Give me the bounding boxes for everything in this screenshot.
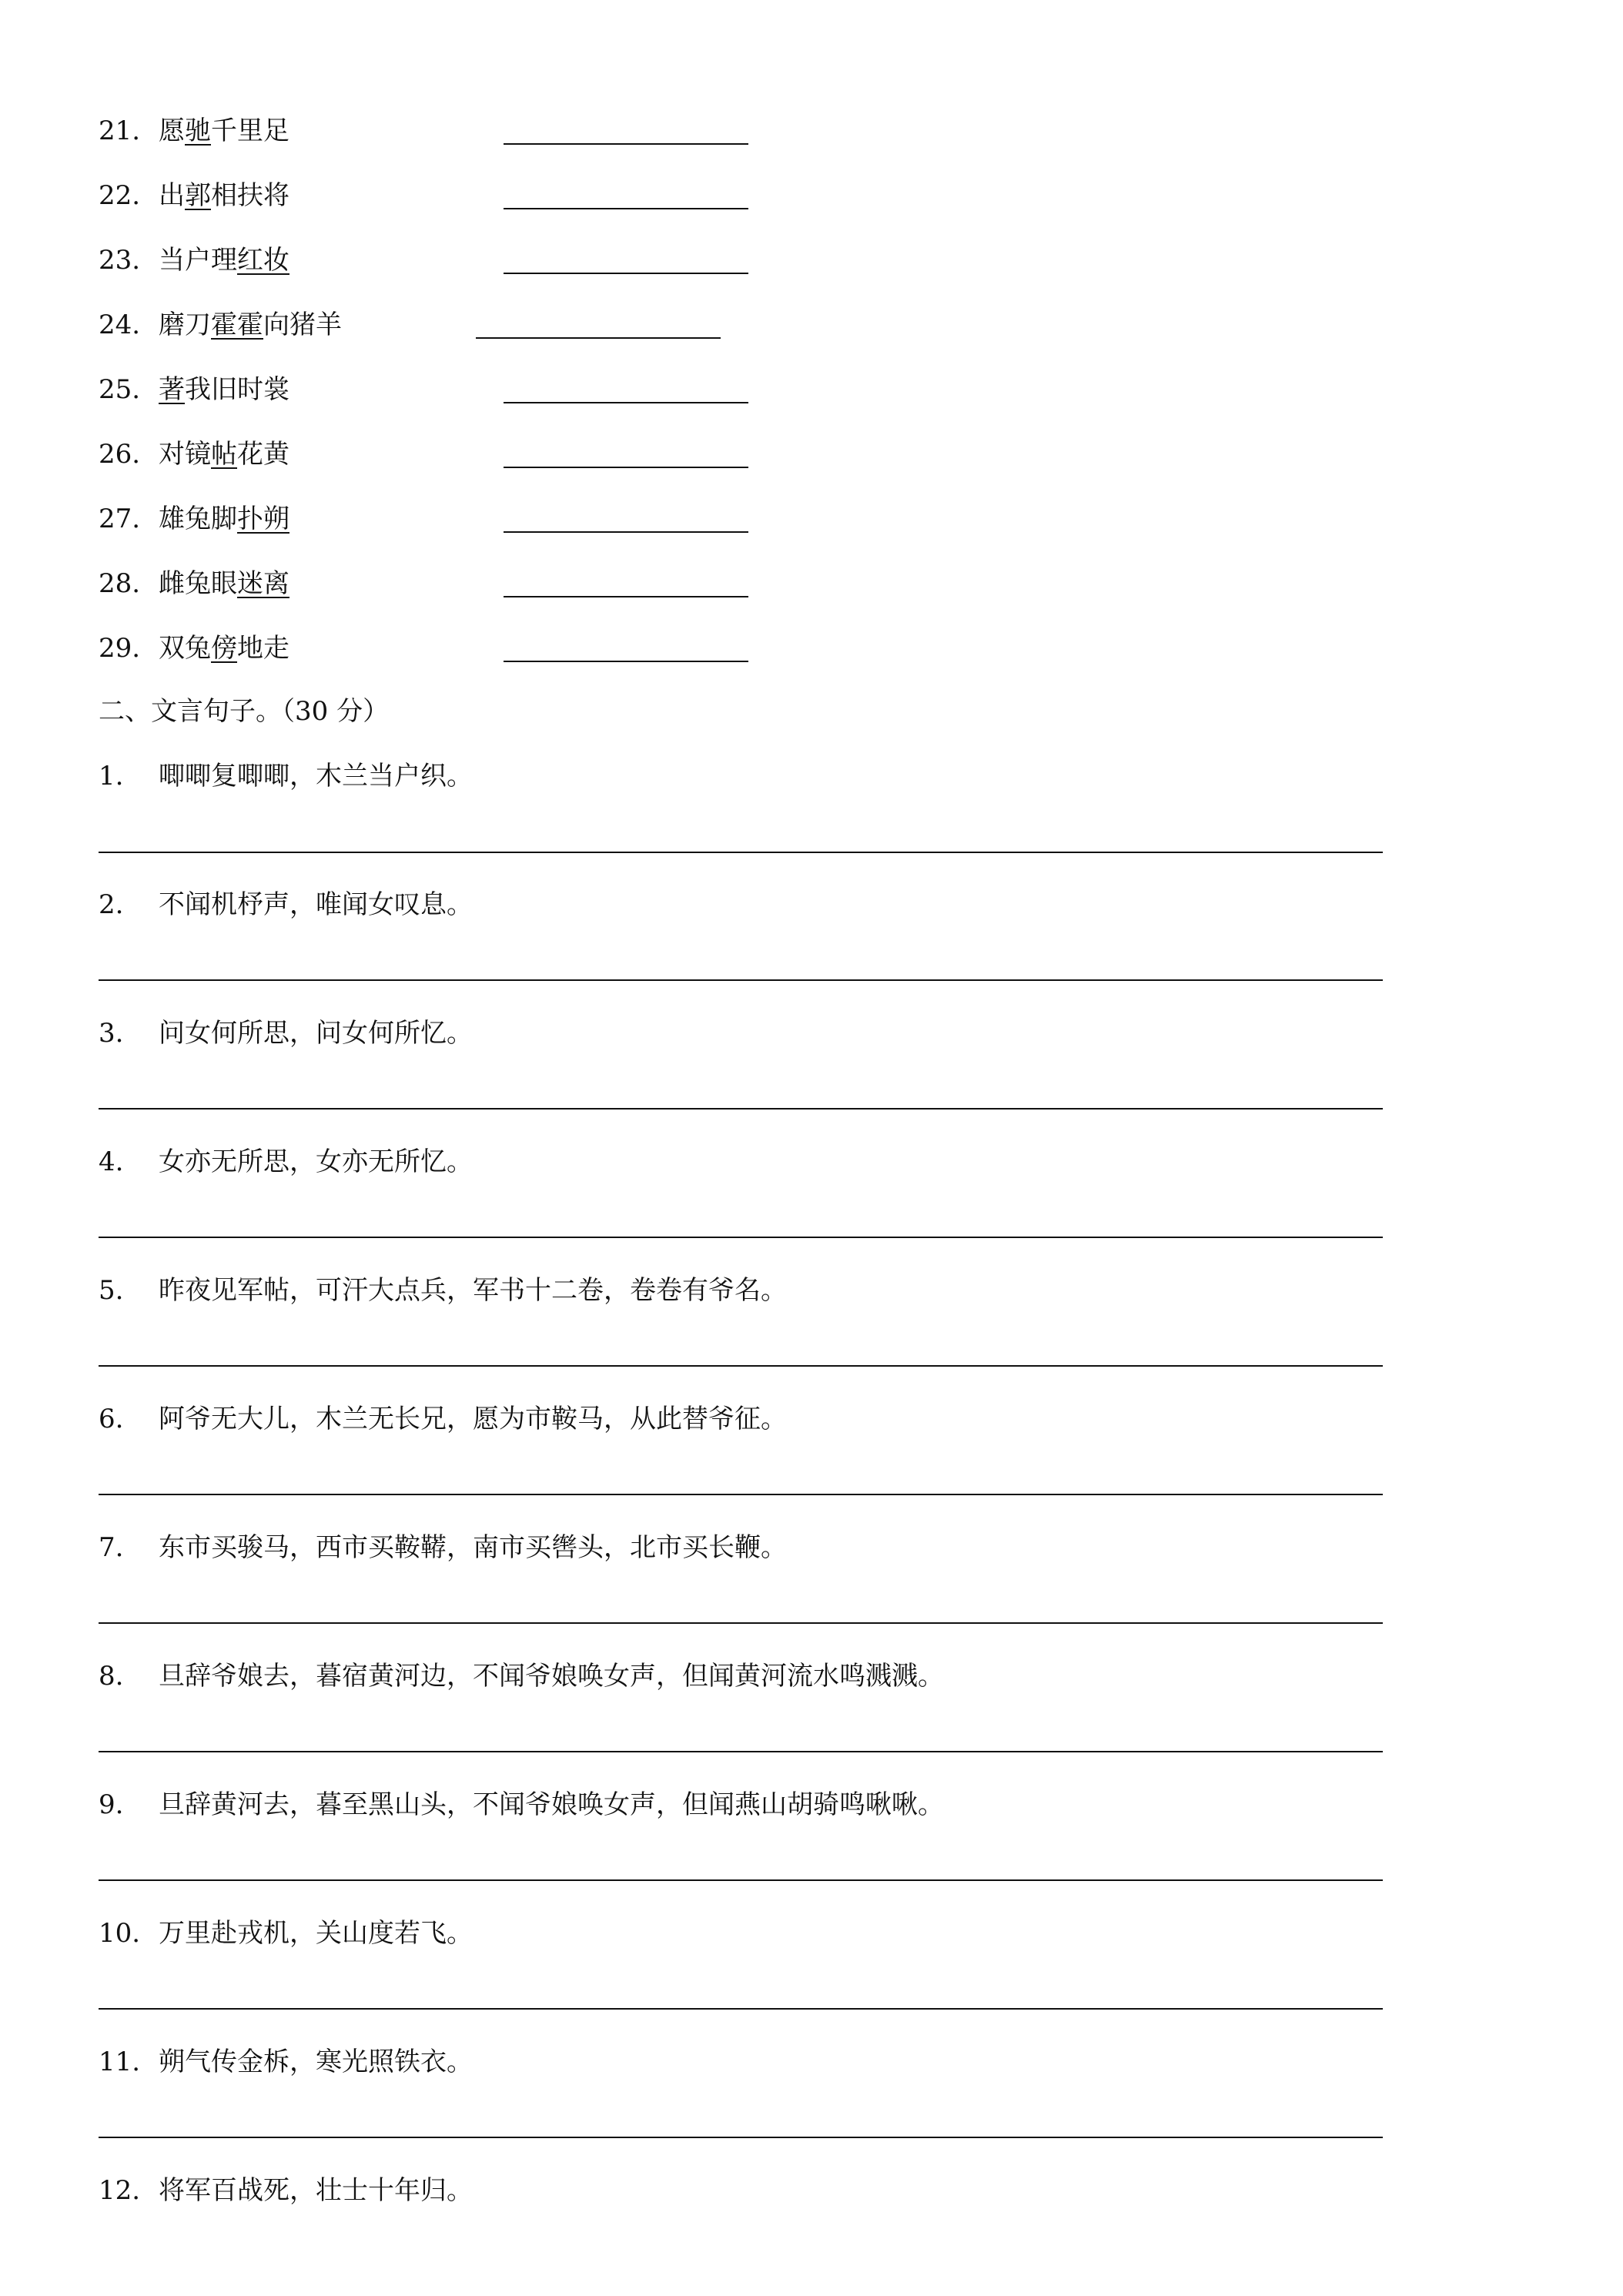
item-text-underlined: 驰 bbox=[185, 115, 211, 146]
item-text-underlined: 扑朔 bbox=[237, 504, 289, 534]
item-text-pre: 出 bbox=[159, 180, 185, 211]
answer-blank-24[interactable] bbox=[476, 337, 721, 339]
section-title: 二、文言句子。（30 分） bbox=[99, 696, 390, 727]
item-text-post: 千里足 bbox=[211, 115, 289, 146]
vocab-item-24 bbox=[99, 308, 342, 342]
item-text-underlined: 帖 bbox=[211, 439, 237, 470]
item-text-post: 地走 bbox=[237, 633, 289, 664]
sentence-text: 女亦无所思，女亦无所忆。 bbox=[159, 1146, 473, 1177]
sentence-7 bbox=[99, 1531, 787, 1565]
answer-line-9[interactable] bbox=[99, 1879, 1383, 1881]
item-text-pre: 当户理 bbox=[159, 245, 237, 276]
vocab-item-29 bbox=[99, 631, 289, 665]
sentence-9 bbox=[99, 1788, 944, 1822]
item-number: 22. bbox=[99, 180, 141, 211]
sentence-6 bbox=[99, 1402, 787, 1436]
sentence-text: 昨夜见军帖，可汗大点兵，军书十二卷，卷卷有爷名。 bbox=[159, 1275, 787, 1306]
answer-blank-25[interactable] bbox=[504, 402, 748, 403]
item-text-pre: 雄兔脚 bbox=[159, 504, 237, 534]
sentence-number: 11. bbox=[99, 2047, 141, 2077]
vocab-item-27 bbox=[99, 502, 289, 536]
sentence-number: 3. bbox=[99, 1018, 124, 1049]
vocab-item-22 bbox=[99, 179, 289, 213]
sentence-text: 万里赴戎机，关山度若飞。 bbox=[159, 1918, 473, 1949]
sentence-11 bbox=[99, 2045, 473, 2079]
vocab-item-28 bbox=[99, 567, 289, 601]
sentence-text: 阿爷无大儿，木兰无长兄，愿为市鞍马，从此替爷征。 bbox=[159, 1404, 787, 1434]
sentence-number: 9. bbox=[99, 1789, 124, 1820]
item-text-pre: 雌兔眼 bbox=[159, 568, 237, 599]
item-text-underlined: 著 bbox=[159, 374, 185, 405]
sentence-text: 旦辞爷娘去，暮宿黄河边，不闻爷娘唤女声，但闻黄河流水鸣溅溅。 bbox=[159, 1661, 944, 1692]
answer-blank-27[interactable] bbox=[504, 531, 748, 533]
sentence-5 bbox=[99, 1274, 787, 1307]
item-text-underlined: 迷离 bbox=[237, 568, 289, 599]
sentence-4 bbox=[99, 1145, 473, 1179]
answer-blank-26[interactable] bbox=[504, 467, 748, 468]
sentence-text: 问女何所思，问女何所忆。 bbox=[159, 1018, 473, 1049]
item-number: 26. bbox=[99, 439, 141, 470]
answer-line-1[interactable] bbox=[99, 852, 1383, 853]
sentence-12 bbox=[99, 2174, 473, 2207]
item-text-pre: 磨刀 bbox=[159, 310, 211, 340]
item-text-post: 向猪羊 bbox=[263, 310, 342, 340]
sentence-number: 12. bbox=[99, 2175, 141, 2206]
sentence-number: 6. bbox=[99, 1404, 124, 1434]
sentence-number: 8. bbox=[99, 1661, 124, 1692]
sentence-10 bbox=[99, 1916, 473, 1950]
sentence-1 bbox=[99, 759, 473, 793]
answer-line-6[interactable] bbox=[99, 1494, 1383, 1495]
sentence-8 bbox=[99, 1659, 944, 1693]
sentence-text: 旦辞黄河去，暮至黑山头，不闻爷娘唤女声，但闻燕山胡骑鸣啾啾。 bbox=[159, 1789, 944, 1820]
item-number: 23. bbox=[99, 245, 141, 276]
sentence-number: 1. bbox=[99, 761, 124, 792]
sentence-3 bbox=[99, 1016, 473, 1050]
answer-line-8[interactable] bbox=[99, 1751, 1383, 1752]
answer-blank-21[interactable] bbox=[504, 143, 748, 145]
item-text-pre: 对镜 bbox=[159, 439, 211, 470]
vocab-item-26 bbox=[99, 437, 289, 471]
sentence-text: 将军百战死，壮士十年归。 bbox=[159, 2175, 473, 2206]
sentence-number: 4. bbox=[99, 1146, 124, 1177]
item-number: 25. bbox=[99, 374, 141, 405]
item-text-underlined: 红妆 bbox=[237, 245, 289, 276]
sentence-number: 2. bbox=[99, 889, 124, 920]
vocab-item-21 bbox=[99, 114, 289, 148]
sentence-text: 朔气传金柝，寒光照铁衣。 bbox=[159, 2047, 473, 2077]
item-text-underlined: 傍 bbox=[211, 633, 237, 664]
answer-blank-22[interactable] bbox=[504, 208, 748, 209]
answer-line-4[interactable] bbox=[99, 1237, 1383, 1238]
sentence-number: 10. bbox=[99, 1918, 141, 1949]
item-text-post: 我旧时裳 bbox=[185, 374, 289, 405]
answer-line-7[interactable] bbox=[99, 1622, 1383, 1624]
sentence-number: 7. bbox=[99, 1532, 124, 1563]
item-number: 21. bbox=[99, 115, 141, 146]
item-number: 24. bbox=[99, 310, 141, 340]
answer-line-2[interactable] bbox=[99, 979, 1383, 981]
sentence-number: 5. bbox=[99, 1275, 124, 1306]
item-text-pre: 愿 bbox=[159, 115, 185, 146]
item-text-underlined: 霍霍 bbox=[211, 310, 263, 340]
item-text-post: 花黄 bbox=[237, 439, 289, 470]
item-text-pre: 双兔 bbox=[159, 633, 211, 664]
sentence-text: 唧唧复唧唧，木兰当户织。 bbox=[159, 761, 473, 792]
sentence-text: 不闻机杼声，唯闻女叹息。 bbox=[159, 889, 473, 920]
answer-line-5[interactable] bbox=[99, 1365, 1383, 1367]
item-number: 27. bbox=[99, 504, 141, 534]
answer-blank-28[interactable] bbox=[504, 596, 748, 597]
sentence-2 bbox=[99, 888, 473, 922]
vocab-item-23 bbox=[99, 243, 289, 277]
answer-blank-23[interactable] bbox=[504, 273, 748, 274]
answer-line-3[interactable] bbox=[99, 1108, 1383, 1110]
sentence-text: 东市买骏马，西市买鞍鞯，南市买辔头，北市买长鞭。 bbox=[159, 1532, 787, 1563]
item-number: 29. bbox=[99, 633, 141, 664]
item-text-post: 相扶将 bbox=[211, 180, 289, 211]
vocab-item-25 bbox=[99, 373, 289, 407]
item-text-underlined: 郭 bbox=[185, 180, 211, 211]
answer-blank-29[interactable] bbox=[504, 661, 748, 662]
answer-line-11[interactable] bbox=[99, 2137, 1383, 2138]
item-number: 28. bbox=[99, 568, 141, 599]
answer-line-10[interactable] bbox=[99, 2008, 1383, 2010]
